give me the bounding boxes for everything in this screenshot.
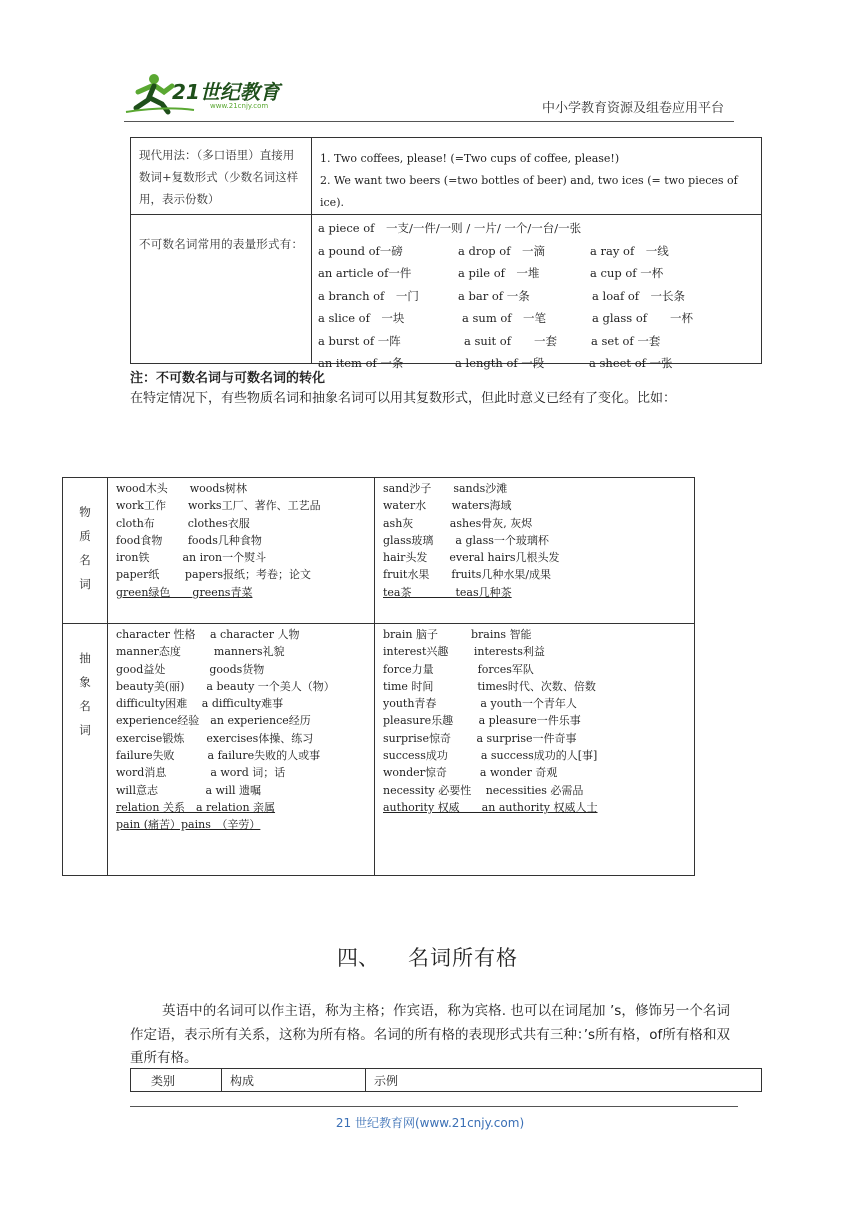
quantity-row: an article of一件 a pile of 一堆 a cup of 一杯 (318, 266, 664, 280)
list-item: sand沙子 sands沙滩 (383, 482, 508, 495)
quantity-forms-cell (131, 215, 312, 364)
example-2: 2. We want two beers (=two bottles of beer) and, two ices (= two pieces of ice). (320, 174, 738, 209)
list-item: brain 脑子 brains 智能 (383, 628, 532, 641)
example-1: 1. Two coffees, please! (=Two cups of coffee, please!) (320, 152, 620, 165)
header-divider (124, 121, 734, 122)
header-category: 类别 (131, 1069, 222, 1092)
quantity-row: a pound of一磅 a drop of 一滴 a ray of 一线 (318, 243, 669, 258)
list-item: surprise惊奇 a surprise一件奇事 (383, 731, 577, 745)
list-item: interest兴趣 interests利益 (383, 645, 545, 659)
quantity-row: a burst of 一阵 a suit of 一套 a set of 一套 (318, 333, 661, 348)
site-logo[interactable] (124, 70, 289, 116)
list-item: fruit水果 fruits几种水果/成果 (383, 568, 552, 582)
list-item: exercise锻炼 exercises体操、练习 (116, 731, 314, 745)
abstract-right-col (375, 624, 695, 876)
platform-name: 中小学教育资源及组卷应用平台 (541, 101, 724, 116)
list-item: wonder惊奇 a wonder 奇观 (383, 766, 558, 780)
quantity-forms-label: 不可数名词常用的表量形式有： (139, 237, 303, 251)
material-nouns-row (63, 478, 695, 624)
list-item: authority 权威 an authority 权威人士 (383, 800, 598, 814)
section-paragraph: 英语中的名词可以作主语，称为主格；作宾语，称为宾格. 也可以在词尾加 ’s，修饰另一个名词作定语，表示所有关系，这称为所有格。名词的所有格的表现形式共有三种：’s所有格，of所有格和双重所有格。 (130, 1003, 730, 1066)
list-item: relation 关系 a relation 亲属 (116, 800, 276, 814)
list-item: force力量 forces军队 (383, 662, 534, 676)
modern-usage-text: 现代用法：（多口语里）直接用数词+复数形式（少数名词这样用，表示份数） (139, 148, 299, 206)
quantity-row: an item of 一条 a length of 一段 a sheet of 一张 (318, 356, 673, 370)
list-item: difficulty困难 a difficulty难事 (116, 697, 284, 711)
quantity-row: a piece of 一支/一件/一则 / 一片/ 一个/一台/一张 (318, 221, 582, 235)
possessive-table (130, 1068, 762, 1092)
list-item: time 时间 times时代、次数、倍数 (383, 679, 596, 693)
logo-url: www.21cnjy.com (210, 102, 269, 110)
quantity-row: a branch of 一门 a bar of 一条 a loaf of 一长条 (318, 288, 686, 303)
abstract-nouns-row (63, 624, 695, 876)
note-title: 注：不可数名词与可数名词的转化 (130, 371, 326, 386)
list-item: beauty美(丽) a beauty 一个美人（物） (116, 679, 335, 693)
material-nouns-label: 物质名词 (63, 478, 108, 624)
list-item: youth青春 a youth一个青年人 (383, 697, 577, 711)
list-item: pain (痛苦）pains （辛劳） (116, 818, 261, 832)
list-item: word消息 a word 词；话 (116, 766, 286, 780)
quantity-forms-list (312, 215, 762, 370)
list-item: food食物 foods几种食物 (116, 533, 262, 547)
modern-usage-cell (131, 138, 312, 215)
section-title: 名词所有格 (408, 946, 518, 970)
list-item: pleasure乐趣 a pleasure一件乐事 (383, 714, 581, 728)
list-item: tea茶 teas几种茶 (383, 585, 512, 599)
list-item: character 性格 a character 人物 (116, 628, 300, 641)
quantity-row: a slice of 一块 a sum of 一笔 a glass of 一杯 (318, 311, 694, 325)
list-item: will意志 a will 遗嘱 (116, 783, 261, 797)
material-right-col (375, 478, 695, 624)
footer-link[interactable]: 21 世纪教育网(www.21cnjy.com) (335, 1116, 525, 1130)
list-item: hair头发 everal hairs几根头发 (383, 551, 560, 565)
header-structure: 构成 (222, 1069, 366, 1092)
list-item: cloth布 clothes衣服 (116, 516, 250, 530)
material-left-col (108, 478, 375, 624)
footer-divider (130, 1106, 738, 1107)
list-item: green绿色 greens青菜 (116, 585, 253, 599)
list-item: necessity 必要性 necessities 必需品 (383, 783, 584, 797)
logo-text: 21世纪教育 (172, 80, 280, 104)
modern-usage-examples (312, 138, 762, 215)
header-example: 示例 (366, 1069, 762, 1092)
list-item: work工作 works工厂、著作、工艺品 (116, 499, 321, 513)
list-item: success成功 a success成功的人[事] (383, 749, 598, 763)
list-item: paper纸 papers报纸；考卷；论文 (116, 568, 311, 582)
section-number: 四、 (337, 946, 379, 970)
list-item: failure失败 a failure失败的人或事 (116, 749, 321, 763)
abstract-nouns-label: 抽象名词 (63, 624, 108, 876)
list-item: water水 waters海域 (383, 499, 512, 513)
list-item: ash灰 ashes骨灰, 灰烬 (383, 516, 533, 530)
note-text: 在特定情况下，有些物质名词和抽象名词可以用其复数形式，但此时意义已经有了变化。比如： (130, 391, 677, 406)
noun-conversion-table (62, 477, 695, 876)
list-item: manner态度 manners礼貌 (116, 645, 285, 659)
list-item: iron铁 an iron一个熨斗 (116, 551, 267, 565)
list-item: good益处 goods货物 (116, 662, 265, 676)
list-item: wood木头 woods树林 (116, 482, 248, 495)
abstract-left-col (108, 624, 375, 876)
list-item: glass玻璃 a glass一个玻璃杯 (383, 533, 549, 547)
quantity-table (130, 137, 762, 370)
list-item: experience经验 an experience经历 (116, 714, 311, 728)
